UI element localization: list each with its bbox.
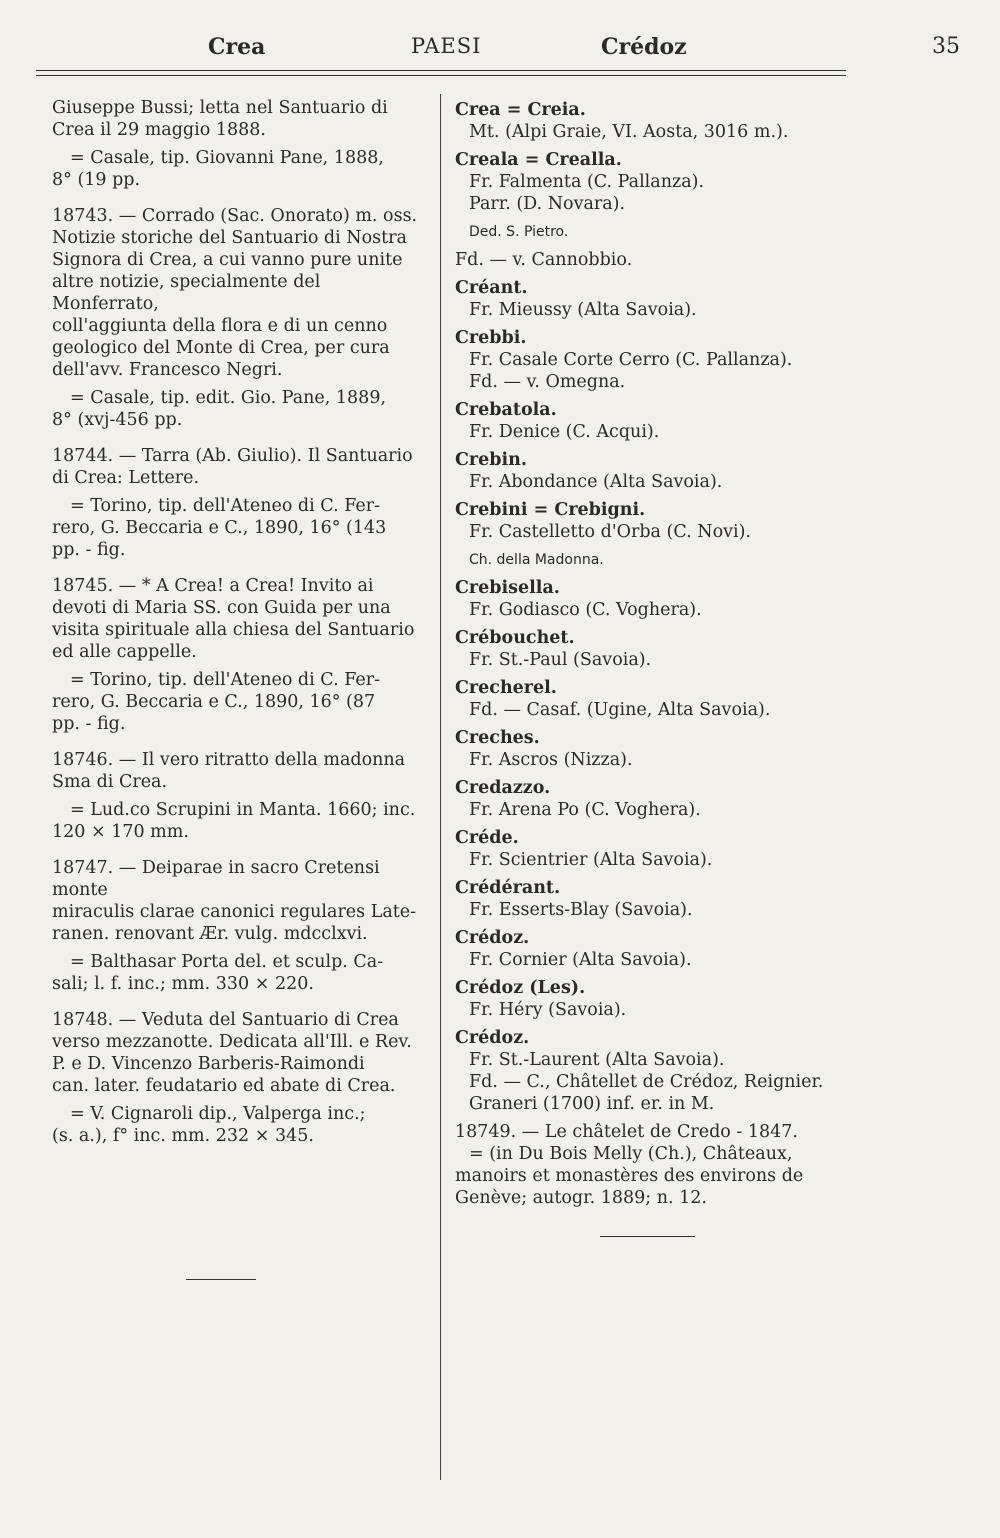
page-number: 35: [932, 34, 960, 59]
text-line: Genève; autogr. 1889; n. 12.: [455, 1188, 707, 1208]
text-line: 18744. — Tarra (Ab. Giulio). Il Santuario: [52, 446, 413, 466]
place-entry: [455, 449, 847, 493]
text-line: = Lud.co Scrupini in Manta. 1660; inc.: [70, 800, 416, 820]
place-entry: [455, 499, 847, 543]
place-name: Creala = Crealla.: [455, 150, 622, 170]
text-line: rero, G. Beccaria e C., 1890, 16° (143: [52, 518, 387, 538]
text-line: sali; l. f. inc.; mm. 330 × 220.: [52, 974, 314, 994]
header-right-keyword: Crédoz: [601, 34, 687, 60]
text-line: Giuseppe Bussi; letta nel Santuario di: [52, 98, 388, 118]
place-name: Crebini = Crebigni.: [455, 500, 646, 520]
place-name: Crébouchet.: [455, 628, 575, 648]
bib-entry-block: [52, 445, 430, 489]
text-line: Fr. Denice (C. Acqui).: [469, 422, 660, 442]
text-line: pp. - fig.: [52, 540, 126, 560]
place-entry: [455, 327, 847, 393]
text-line: = V. Cignaroli dip., Valperga inc.;: [70, 1104, 366, 1124]
place-entry: [455, 399, 847, 443]
text-line: = Torino, tip. dell'Ateneo di C. Fer-: [70, 496, 381, 516]
text-line: Fd. — C., Châtellet de Crédoz, Reignier.: [469, 1072, 824, 1092]
place-entry: [455, 277, 847, 321]
text-line: Notizie storiche del Santuario di Nostra: [52, 228, 407, 248]
text-line: Fr. Abondance (Alta Savoia).: [469, 472, 723, 492]
place-entry: [455, 1027, 847, 1115]
place-name: Crédoz (Les).: [455, 978, 586, 998]
text-line: Fr. Arena Po (C. Voghera).: [469, 800, 701, 820]
place-name: Crebatola.: [455, 400, 557, 420]
place-entry: [455, 577, 847, 621]
place-entry: [455, 827, 847, 871]
bib-entry-block: [52, 669, 430, 735]
place-name: Crédoz.: [455, 928, 530, 948]
text-line: Fr. St.-Laurent (Alta Savoia).: [469, 1050, 725, 1070]
place-entry: [455, 977, 847, 1021]
bib-entry-block: [52, 205, 430, 381]
text-line: coll'aggiunta della flora e di un cenno: [52, 316, 388, 336]
bib-entry-block: [52, 749, 430, 793]
text-line: rero, G. Beccaria e C., 1890, 16° (87: [52, 692, 376, 712]
place-entry: [455, 99, 847, 143]
spacer: [52, 191, 430, 205]
place-name: Créant.: [455, 278, 528, 298]
text-line: Fr. Scientrier (Alta Savoia).: [469, 850, 713, 870]
text-line: 8° (xvj-456 pp.: [52, 410, 183, 430]
text-line: pp. - fig.: [52, 714, 126, 734]
place-entry: [455, 927, 847, 971]
text-line: devoti di Maria SS. con Guida per una: [52, 598, 391, 618]
bib-entry-block: [52, 147, 430, 191]
text-line: geologico del Monte di Crea, per cura: [52, 338, 390, 358]
text-line: Fd. — Casaf. (Ugine, Alta Savoia).: [469, 700, 771, 720]
place-entry: [455, 727, 847, 771]
text-line: = (in Du Bois Melly (Ch.), Châteaux,: [469, 1144, 793, 1164]
text-line: Fd. — v. Omegna.: [469, 372, 626, 392]
text-line: Fr. St.-Paul (Savoia).: [469, 650, 652, 670]
header-left-keyword: Crea: [208, 34, 266, 60]
text-line: 18743. — Corrado (Sac. Onorato) m. oss.: [52, 206, 418, 226]
text-line: di Crea: Lettere.: [52, 468, 200, 488]
bib-entry-block: [52, 575, 430, 663]
place-entry: [455, 777, 847, 821]
text-line: visita spirituale alla chiesa del Santuario: [52, 620, 415, 640]
right-column: [455, 99, 847, 1215]
text-line: Fr. Castelletto d'Orba (C. Novi).: [469, 522, 751, 542]
text-line: Fr. Esserts-Blay (Savoia).: [469, 900, 693, 920]
place-name: Crédoz.: [455, 1028, 530, 1048]
text-line: ed alle cappelle.: [52, 642, 197, 662]
spacer: [52, 843, 430, 857]
text-line: miraculis clarae canonici regulares Late-: [52, 902, 417, 922]
place-name: Crebbi.: [455, 328, 527, 348]
spacer: [52, 735, 430, 749]
place-entry: [455, 249, 847, 271]
place-name: Credazzo.: [455, 778, 551, 798]
spacer: [52, 431, 430, 445]
text-line: 120 × 170 mm.: [52, 822, 189, 842]
place-entry: [455, 677, 847, 721]
dedication-note: Ded. S. Pietro.: [469, 224, 569, 240]
spacer: [52, 561, 430, 575]
header-rule: [36, 70, 846, 71]
text-line: 18746. — Il vero ritratto della madonna: [52, 750, 406, 770]
place-name: Crédérant.: [455, 878, 561, 898]
text-line: P. e D. Vincenzo Barberis-Raimondi: [52, 1054, 365, 1074]
bib-entry-block: [52, 799, 430, 843]
running-header: [36, 34, 966, 70]
place-entry: [455, 1121, 847, 1209]
text-line: (s. a.), f° inc. mm. 232 × 345.: [52, 1126, 314, 1146]
bib-entry-block: [52, 97, 430, 141]
place-entry: [455, 549, 847, 571]
place-name: Crecherel.: [455, 678, 557, 698]
text-line: = Casale, tip. edit. Gio. Pane, 1889,: [70, 388, 387, 408]
text-line: Mt. (Alpi Graie, VI. Aosta, 3016 m.).: [469, 122, 789, 142]
section-end-rule-right: [600, 1236, 695, 1237]
header-rule-thin: [36, 75, 846, 76]
header-section-title: PAESI: [411, 34, 482, 58]
bib-entry-block: [52, 387, 430, 431]
text-line: Sma di Crea.: [52, 772, 168, 792]
place-entry: [455, 627, 847, 671]
text-line: Parr. (D. Novara).: [469, 194, 626, 214]
text-line: Signora di Crea, a cui vanno pure unite: [52, 250, 403, 270]
text-line: Fr. Héry (Savoia).: [469, 1000, 627, 1020]
place-entry: [455, 149, 847, 215]
text-line: manoirs et monastères des environs de: [455, 1166, 804, 1186]
text-line: can. later. feudatario ed abate di Crea.: [52, 1076, 396, 1096]
text-line: ranen. renovant Ær. vulg. mdcclxvi.: [52, 924, 368, 944]
text-line: 8° (19 pp.: [52, 170, 141, 190]
bib-entry-block: [52, 951, 430, 995]
bib-entry-block: [52, 857, 430, 945]
bib-entry-block: [52, 495, 430, 561]
text-line: dell'avv. Francesco Negri.: [52, 360, 283, 380]
text-line: 18748. — Veduta del Santuario di Crea: [52, 1010, 399, 1030]
text-line: 18749. — Le châtelet de Credo - 1847.: [455, 1122, 798, 1142]
text-line: 18745. — * A Crea! a Crea! Invito ai: [52, 576, 374, 596]
left-column: [52, 97, 430, 1153]
spacer: [455, 1209, 847, 1215]
text-line: verso mezzanotte. Dedicata all'Ill. e Rev.: [52, 1032, 412, 1052]
text-line: Fr. Casale Corte Cerro (C. Pallanza).: [469, 350, 793, 370]
place-name: Créde.: [455, 828, 519, 848]
place-name: Crebisella.: [455, 578, 560, 598]
text-line: = Torino, tip. dell'Ateneo di C. Fer-: [70, 670, 381, 690]
text-line: Fr. Mieussy (Alta Savoia).: [469, 300, 697, 320]
text-line: altre notizie, specialmente del Monferrato,: [52, 272, 321, 314]
text-line: Fd. — v. Cannobbio.: [455, 250, 633, 270]
column-divider: [440, 94, 441, 1480]
bib-entry-block: [52, 1103, 430, 1147]
text-line: Crea il 29 maggio 1888.: [52, 120, 266, 140]
spacer: [52, 995, 430, 1009]
text-line: Fr. Falmenta (C. Pallanza).: [469, 172, 705, 192]
text-line: Fr. Godiasco (C. Voghera).: [469, 600, 702, 620]
text-line: Graneri (1700) inf. er. in M.: [469, 1094, 715, 1114]
text-line: Fr. Cornier (Alta Savoia).: [469, 950, 692, 970]
place-entry: [455, 221, 847, 243]
text-line: 18747. — Deiparae in sacro Cretensi monte: [52, 858, 380, 900]
place-name: Crebin.: [455, 450, 527, 470]
place-name: Creches.: [455, 728, 540, 748]
place-name: Crea = Creia.: [455, 100, 586, 120]
section-end-rule-left: [186, 1279, 256, 1280]
bib-entry-block: [52, 1009, 430, 1097]
text-line: = Balthasar Porta del. et sculp. Ca-: [70, 952, 384, 972]
text-line: = Casale, tip. Giovanni Pane, 1888,: [70, 148, 384, 168]
dedication-note: Ch. della Madonna.: [469, 552, 604, 568]
place-entry: [455, 877, 847, 921]
spacer: [52, 1147, 430, 1153]
text-line: Fr. Ascros (Nizza).: [469, 750, 633, 770]
